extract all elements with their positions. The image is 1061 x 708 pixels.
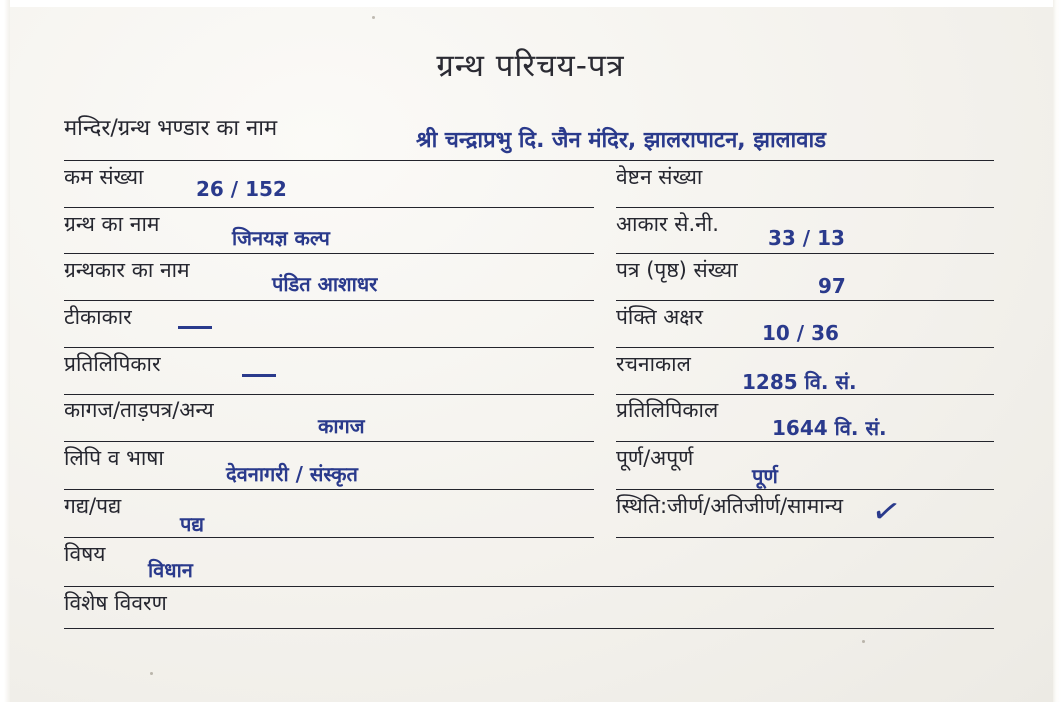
field-value-aakar: 33 / 13 (768, 226, 845, 250)
field-label-pratilipikal: प्रतिलिपिकाल (616, 398, 719, 422)
field-label-patra-sankhya: पत्र (पृष्ठ) संख्या (616, 258, 738, 282)
field-value-purna-apurna: पूर्ण (752, 464, 778, 488)
field-label-pratilipikar: प्रतिलिपिकार (64, 352, 161, 376)
rule-line (64, 347, 594, 348)
field-label-vishesh-vivaran: विशेष विवरण (64, 591, 167, 615)
paper-speck (862, 640, 865, 643)
field-value-kram-sankhya: 26 / 152 (196, 177, 287, 201)
field-value-tikakar-dash (178, 326, 212, 329)
rule-line (616, 207, 994, 208)
field-label-veshtan-sankhya: वेष्टन संख्या (616, 165, 703, 189)
field-label-kagaj-tadpatra: कागज/ताड़पत्र/अन्य (64, 398, 214, 422)
field-value-pratilipikal: 1644 वि. सं. (772, 416, 887, 440)
rule-line (64, 628, 994, 629)
field-value-granthkar-naam: पंडित आशाधर (272, 272, 378, 296)
field-label-temple: मन्दिर/ग्रन्थ भण्डार का नाम (64, 116, 278, 141)
rule-line (64, 537, 594, 538)
rule-line (64, 160, 994, 161)
rule-line (64, 394, 594, 395)
paper-speck (150, 672, 153, 675)
rule-line (616, 253, 994, 254)
rule-line (64, 253, 594, 254)
rule-line (616, 441, 994, 442)
field-label-tikakar: टीकाकार (64, 305, 132, 329)
rule-line (616, 394, 994, 395)
field-label-gadya-padya: गद्य/पद्य (64, 494, 122, 518)
rule-line (64, 586, 994, 587)
field-label-rachnakal: रचनाकाल (616, 352, 691, 376)
paper-speck (372, 16, 375, 19)
page-title: ग्रन्थ परिचय-पत्र (436, 48, 625, 84)
scan-edge-left (0, 0, 10, 708)
scan-edge-right (1053, 0, 1061, 708)
rule-line (616, 300, 994, 301)
field-value-vishay: विधान (148, 558, 193, 582)
field-value-kagaj-tadpatra: कागज (318, 414, 365, 438)
rule-line (616, 537, 994, 538)
field-value-temple: श्री चन्द्राप्रभु दि. जैन मंदिर, झालरापाटन, झालावाड (416, 128, 826, 153)
rule-line (616, 489, 994, 490)
checkmark-icon: ✓ (868, 489, 905, 535)
field-value-granth-naam: जिनयज्ञ कल्प (232, 226, 330, 250)
field-value-pratilipikar-dash (242, 374, 276, 377)
field-value-patra-sankhya: 97 (818, 274, 846, 298)
field-value-gadya-padya: पद्य (180, 512, 204, 536)
rule-line (616, 347, 994, 348)
scan-edge-top (0, 0, 1061, 7)
scan-edge-bottom (0, 702, 1061, 708)
field-value-rachnakal: 1285 वि. सं. (742, 370, 857, 394)
rule-line (64, 207, 594, 208)
rule-line (64, 300, 594, 301)
field-label-vishay: विषय (64, 542, 106, 566)
field-label-purna-apurna: पूर्ण/अपूर्ण (616, 446, 694, 470)
field-value-pankti-akshar: 10 / 36 (762, 321, 839, 345)
field-label-sthiti: स्थिति:जीर्ण/अतिजीर्ण/सामान्य (616, 494, 844, 518)
field-label-aakar: आकार से.नी. (616, 212, 719, 236)
field-label-pankti-akshar: पंक्ति अक्षर (616, 305, 703, 329)
field-value-lipi-bhasha: देवनागरी / संस्कृत (226, 462, 358, 486)
rule-line (64, 489, 594, 490)
field-label-lipi-bhasha: लिपि व भाषा (64, 446, 164, 470)
field-label-kram-sankhya: कम संख्या (64, 165, 144, 189)
field-label-granth-naam: ग्रन्थ का नाम (64, 212, 160, 236)
field-label-granthkar-naam: ग्रन्थकार का नाम (64, 258, 190, 282)
rule-line (64, 441, 594, 442)
